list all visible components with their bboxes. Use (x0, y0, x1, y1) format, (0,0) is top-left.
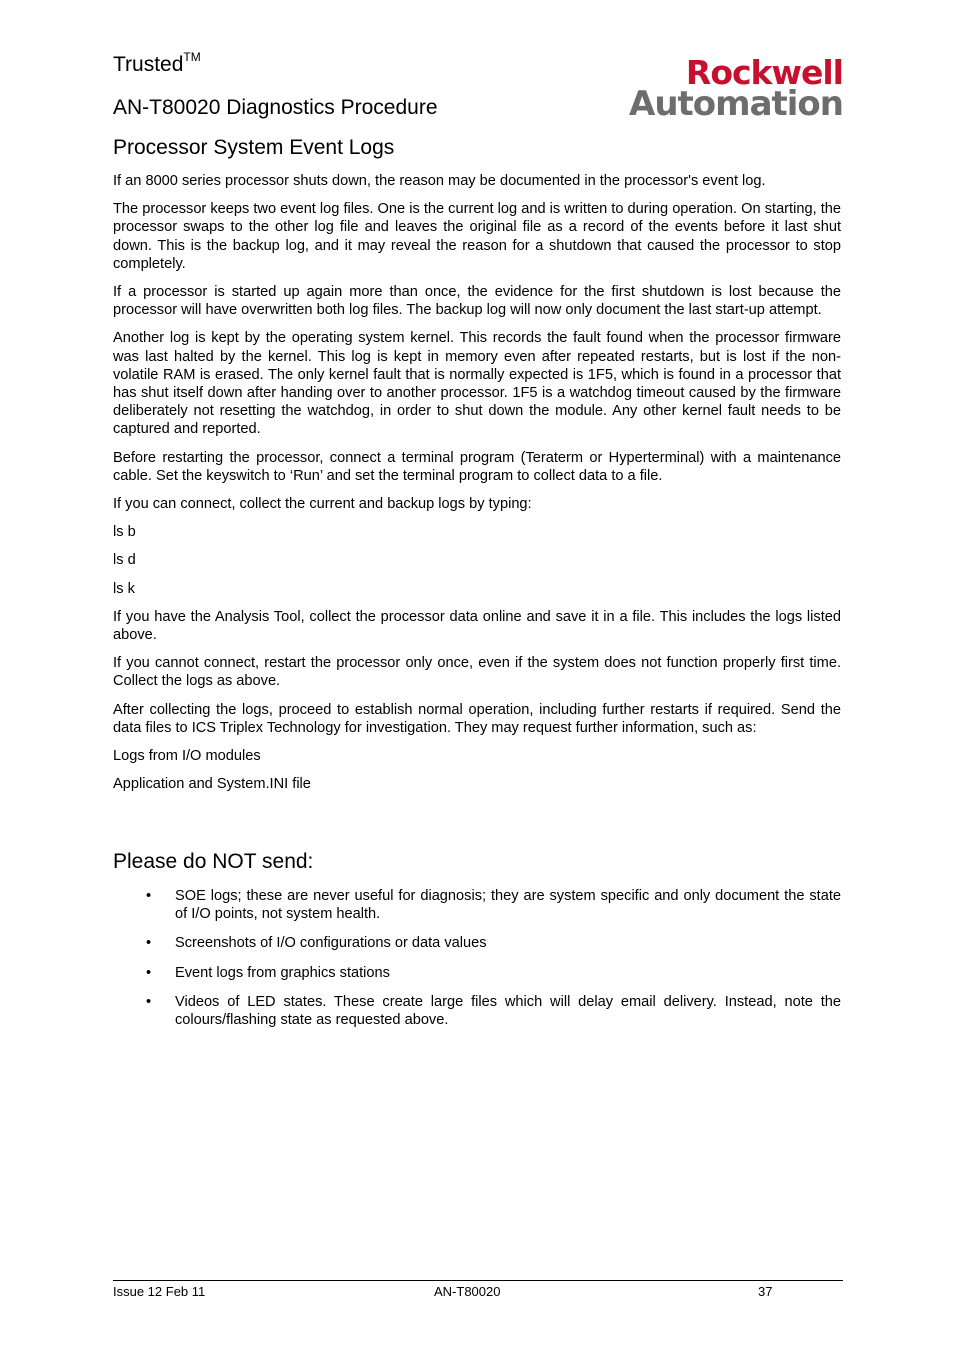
document-title: AN-T80020 Diagnostics Procedure (113, 96, 438, 119)
command-ls-b: ls b (113, 524, 136, 541)
section-title-event-logs: Processor System Event Logs (113, 136, 395, 159)
paragraph: Another log is kept by the operating system kernel. This records the fault found when the processor firmware was last halted by the kernel. This log is kept in memory even after repeated restarts, but is lost if the non-volatile RAM is erased. The only kernel fault that is normally expected is 1F5, which is found in a processor that has shut itself down after handing over to another processor. 1F5 is a watchdog timeout caused by the firmware deliberately not resetting the watchdog, in order to shut down the module. Any other kernel fault needs to be captured and reported. (113, 330, 841, 438)
section1-body (113, 172, 841, 803)
paragraph: The processor keeps two event log files. One is the current log and is written to during operation. On starting, the processor swaps to the other log file and leaves the original file as a record of the events before it last shut down. This is the backup log, and it may reveal the reason for a shutdown that caused the processor to stop completely. (113, 201, 841, 272)
footer-page-number: 37 (758, 1284, 773, 1299)
bullet-icon: • (146, 993, 152, 1010)
footer-issue: Issue 12 Feb 11 (113, 1284, 206, 1299)
list-item-text: Event logs from graphics stations (175, 964, 390, 981)
list-item (113, 887, 841, 923)
list-item-text: Screenshots of I/O configurations or data values (175, 935, 487, 952)
paragraph: If you cannot connect, restart the processor only once, even if the system does not function properly first time. Collect the logs as above. (113, 655, 841, 690)
command-ls-d: ls d (113, 552, 136, 569)
bullet-icon: • (146, 888, 152, 904)
header-trusted (113, 50, 201, 77)
paragraph: If you can connect, collect the current and backup logs by typing: (113, 496, 532, 513)
paragraph: Application and System.INI file (113, 776, 311, 793)
paragraph: If an 8000 series processor shuts down, the reason may be documented in the processor's event log. (113, 173, 766, 189)
paragraph: After collecting the logs, proceed to establish normal operation, including further restarts if required. Send the data files to ICS Triplex Technology for investigation. They may request further information, such as: (113, 701, 841, 736)
logo-line-automation: Automation (629, 84, 843, 124)
logo-line-rockwell: Rockwell (685, 53, 843, 92)
paragraph: If you have the Analysis Tool, collect the processor data online and save it in a file. This includes the logs listed above. (113, 608, 841, 644)
list-item-text: SOE logs; these are never useful for diagnosis; they are system specific and only document the state of I/O points, not system health. (175, 888, 841, 923)
paragraph: Before restarting the processor, connect a terminal program (Teraterm or Hyperterminal) with a maintenance cable. Set the keyswitch to ‘Run’ and set the terminal program to collect data to a file. (113, 449, 841, 484)
list-item (113, 964, 841, 982)
bullet-icon: • (146, 935, 152, 952)
section-title-do-not-send: Please do NOT send: (113, 850, 314, 873)
trademark-mark: TM (183, 50, 201, 64)
footer-doc-id: AN-T80020 (434, 1284, 501, 1299)
list-item-text: Videos of LED states. These create large files which will delay email delivery. Instead, note the colours/flashing state as requested above. (175, 993, 841, 1029)
list-item (113, 934, 841, 952)
command-ls-k: ls k (113, 580, 135, 597)
trusted-text: Trusted (113, 53, 184, 76)
bullet-icon: • (146, 964, 152, 981)
paragraph: If a processor is started up again more than once, the evidence for the first shutdown is lost because the processor will have overwritten both log files. The backup log will now only document the last start-up attempt. (113, 284, 841, 319)
footer-divider (113, 1280, 843, 1281)
rockwell-automation-logo (585, 53, 843, 124)
do-not-send-list (113, 887, 841, 1040)
paragraph: Logs from I/O modules (113, 748, 261, 765)
list-item (113, 993, 841, 1029)
